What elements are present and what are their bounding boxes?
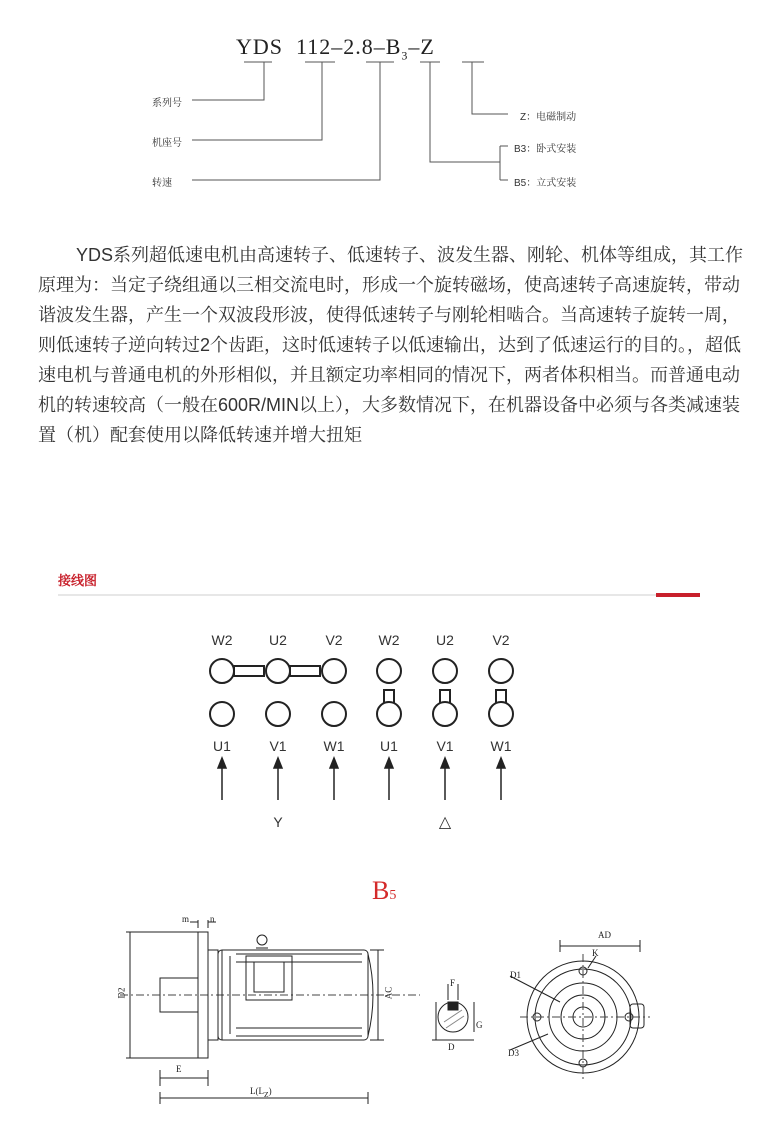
dim-k: K xyxy=(592,948,599,958)
model-speed: 2.8 xyxy=(343,34,374,59)
terminal-bottom-label: W1 xyxy=(323,738,345,754)
b5-title-main: B xyxy=(372,876,390,905)
dim-n: n xyxy=(210,914,215,924)
dim-ac: AC xyxy=(383,986,394,1000)
terminal-bottom-label: V1 xyxy=(436,738,454,754)
dim-l-sub: Z xyxy=(264,1089,269,1099)
dim-d1: D1 xyxy=(510,970,521,980)
terminal-top-label: V2 xyxy=(325,632,343,648)
dim-m: m xyxy=(182,914,190,924)
dim-l-close: ) xyxy=(268,1086,272,1096)
terminal-top-label: W2 xyxy=(378,632,400,648)
dim-l-main: L(L xyxy=(250,1086,264,1096)
model-series: YDS xyxy=(236,34,284,59)
dim-d: D xyxy=(448,1042,455,1052)
model-dash-3: – xyxy=(408,34,421,59)
model-dash-2: – xyxy=(373,34,386,59)
delta-symbol: △ xyxy=(438,814,452,831)
b5-option: B5：立式安装 xyxy=(514,178,577,189)
dim-d2: D2 xyxy=(116,987,127,999)
b3-option: B3：卧式安装 xyxy=(514,144,577,155)
dim-d3: D3 xyxy=(508,1048,519,1058)
b5-title-sub: 5 xyxy=(389,888,397,903)
wiring-title: 接线图 xyxy=(58,573,98,588)
speed-label: 转速 xyxy=(152,178,172,189)
model-dash-1: – xyxy=(331,34,344,59)
dim-f: F xyxy=(450,978,456,988)
model-mount: B xyxy=(385,34,402,59)
frame-label: 机座号 xyxy=(152,138,182,149)
section-divider xyxy=(0,588,782,602)
terminal-bottom-label: V1 xyxy=(269,738,287,754)
model-legend-lines xyxy=(0,0,782,230)
dim-l xyxy=(250,1086,272,1099)
terminal-top-label: V2 xyxy=(492,632,510,648)
model-mount-sub: 3 xyxy=(401,48,409,63)
description-paragraph: YDS系列超低速电机由高速转子、低速转子、波发生器、刚轮、机体等组成，其工作原理为：当定子绕组通以三相交流电时，形成一个旋转磁场，使高速转子高速旋转，带动谐波发生器，产生一个双波段形波，使得低速转子与刚轮相啮合。当高速转子旋转一周，则低速转子逆向转过2个齿距，这时低速转子以低速输出，达到了低速运行的目的。，超低速电机与普通电机的外形相似，并且额定功率相同的情况下，两者体积相当。而普通电动机的转速较高（一般在600R/MIN以上），大多数情况下，在机器设备中必须与各类减速装置（机）配套使用以降低转速并增大扭矩 xyxy=(38,245,744,445)
terminal-top-label: W2 xyxy=(211,632,233,648)
terminal-top-label: U2 xyxy=(269,632,287,648)
wiring-diagram xyxy=(0,650,782,810)
brake-option: Z：电磁制动 xyxy=(520,112,577,123)
model-brake: Z xyxy=(420,34,435,59)
series-label: 系列号 xyxy=(152,98,182,109)
model-frame: 112 xyxy=(296,34,332,59)
terminal-top-label: U2 xyxy=(436,632,454,648)
dim-g: G xyxy=(476,1020,483,1030)
dim-ad: AD xyxy=(598,930,611,940)
b5-title xyxy=(372,876,396,906)
dim-e: E xyxy=(176,1064,182,1074)
b5-motor-drawing xyxy=(0,910,782,1110)
terminal-bottom-label: U1 xyxy=(380,738,398,754)
star-symbol: Y xyxy=(273,814,283,830)
terminal-bottom-label: W1 xyxy=(490,738,512,754)
terminal-bottom-label: U1 xyxy=(213,738,231,754)
